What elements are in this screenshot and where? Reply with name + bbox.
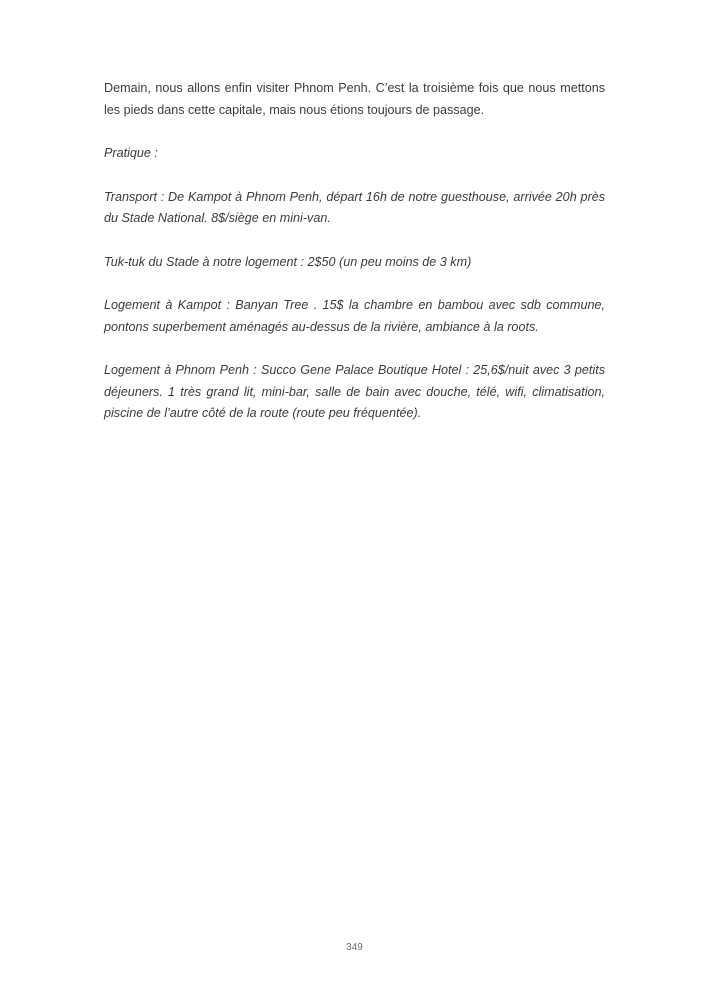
paragraph-logement-kampot: Logement à Kampot : Banyan Tree . 15$ la chambre en bambou avec sdb commune, pontons superbement aménagés au-dessus de la rivière, ambiance à la roots. — [104, 298, 605, 334]
paragraph-logement-phnom-penh: Logement à Phnom Penh : Succo Gene Palace Boutique Hotel : 25,6$/nuit avec 3 petits déjeuners. 1 très grand lit, mini-bar, salle de bain avec douche, télé, wifi, climatisation, piscine de l’autre côté de la route (route peu fréquentée). — [104, 363, 605, 420]
paragraph-transport: Transport : De Kampot à Phnom Penh, départ 16h de notre guesthouse, arrivée 20h près du Stade National. 8$/siège en mini-van. — [104, 189, 605, 225]
page-content — [104, 78, 605, 425]
paragraph-intro: Demain, nous allons enfin visiter Phnom Penh. C’est la troisième fois que nous mettons les pieds dans cette capitale, mais nous étions toujours de passage. — [104, 81, 605, 117]
paragraph-tuktuk: Tuk-tuk du Stade à notre logement : 2$50 (un peu moins de 3 km) — [104, 254, 472, 269]
paragraph-pratique-heading: Pratique : — [104, 146, 158, 160]
page-number: 349 — [346, 942, 363, 953]
